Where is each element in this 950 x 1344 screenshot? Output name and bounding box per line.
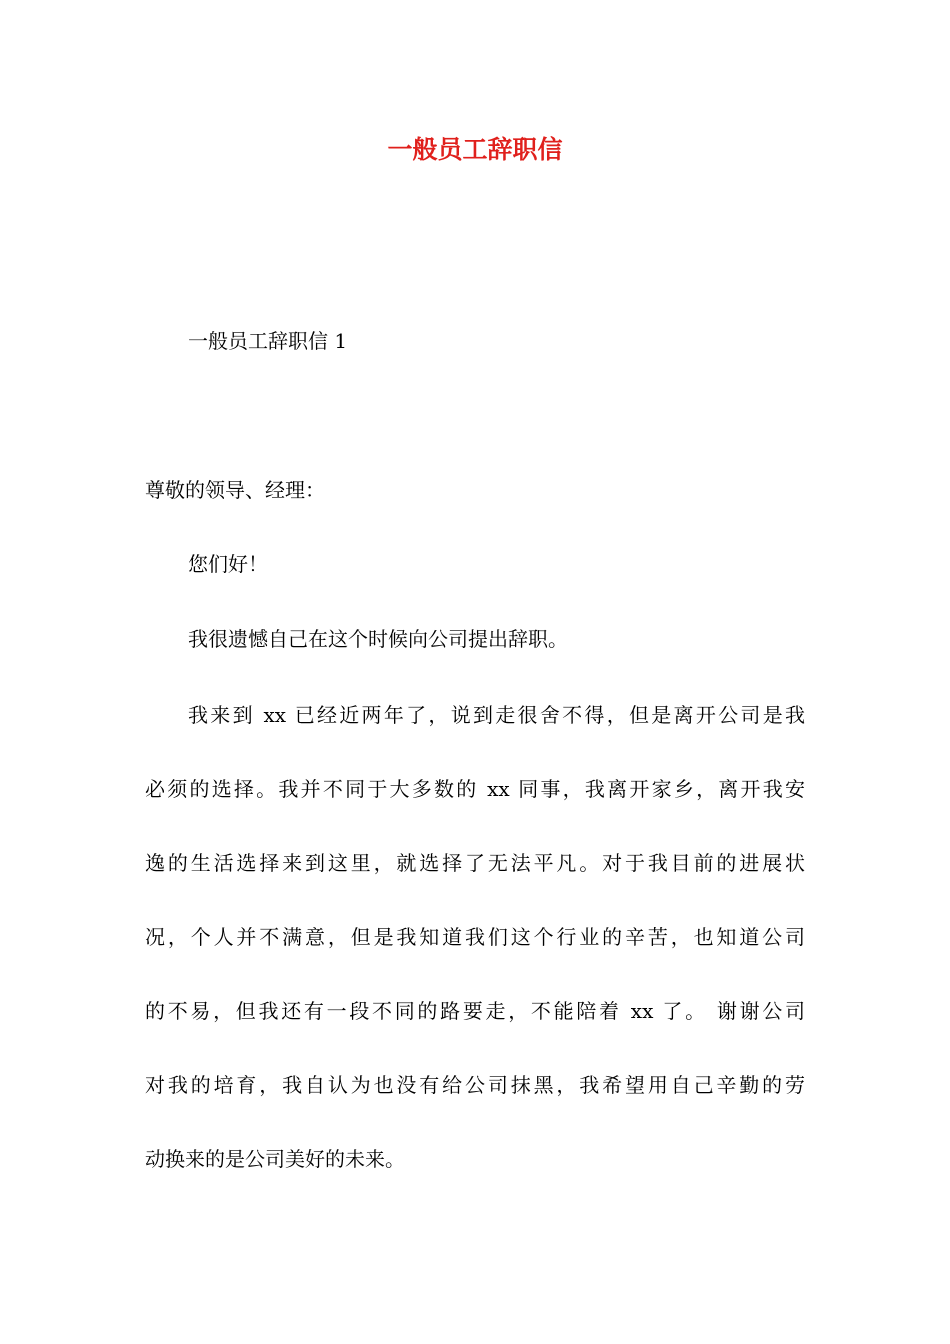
- paragraph-1: 我很遗憾自己在这个时候向公司提出辞职。: [188, 627, 568, 651]
- salutation: 尊敬的领导、经理：: [145, 478, 325, 502]
- letter-subtitle: 一般员工辞职信 1: [188, 329, 348, 353]
- paragraph-2-line: 动换来的是公司美好的未来。: [145, 1147, 405, 1171]
- paragraph-2-line: 逸的生活选择来到这里，就选择了无法平凡。对于我目前的进展状: [145, 851, 805, 875]
- paragraph-2-line: 的不易，但我还有一段不同的路要走，不能陪着 xx 了。 谢谢公司: [145, 999, 805, 1023]
- document-title: 一般员工辞职信: [387, 135, 563, 164]
- paragraph-2-line: 况，个人并不满意，但是我知道我们这个行业的辛苦，也知道公司: [145, 925, 805, 949]
- paragraph-2-line: 我来到 xx 已经近两年了，说到走很舍不得，但是离开公司是我: [188, 703, 805, 727]
- paragraph-2-line: 对我的培育，我自认为也没有给公司抹黑，我希望用自己辛勤的劳: [145, 1073, 805, 1097]
- greeting: 您们好！: [188, 552, 268, 576]
- paragraph-2-line: 必须的选择。我并不同于大多数的 xx 同事，我离开家乡，离开我安: [145, 777, 805, 801]
